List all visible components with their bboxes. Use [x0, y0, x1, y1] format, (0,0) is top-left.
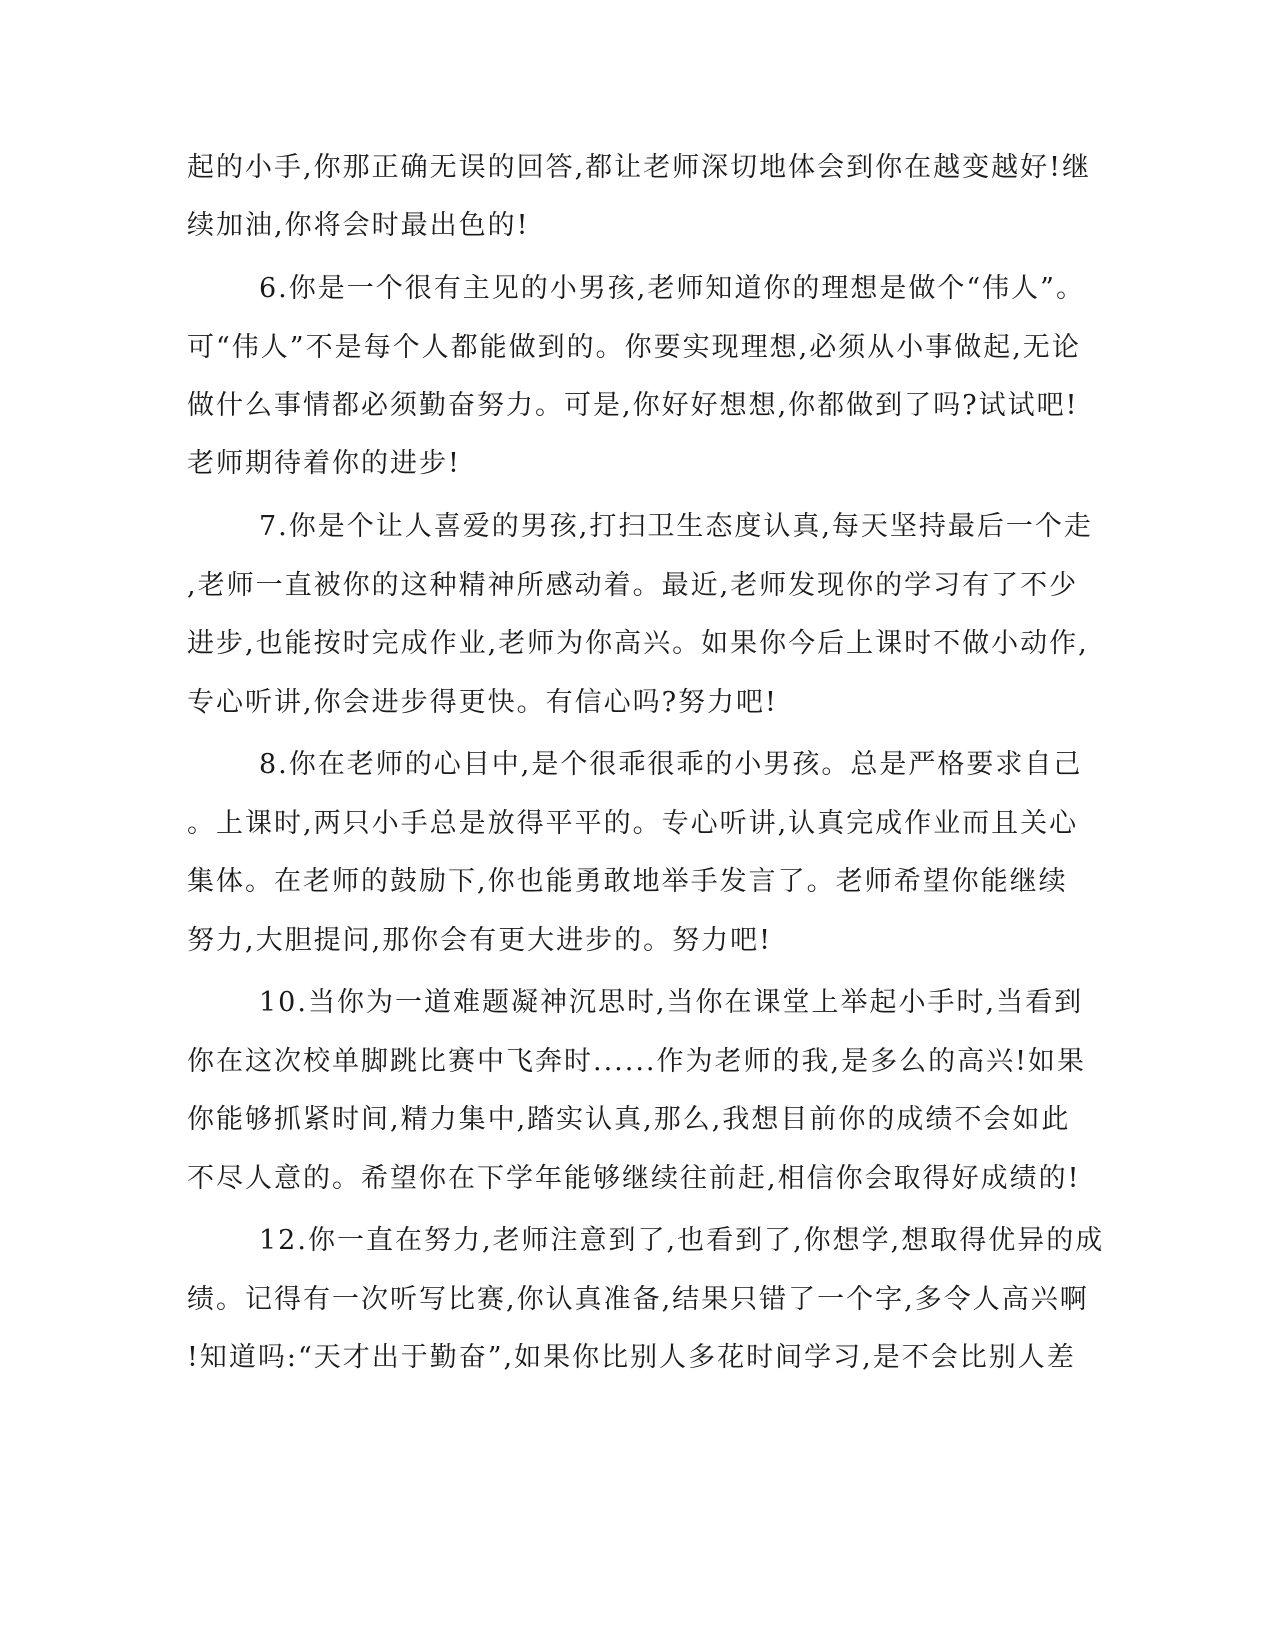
text-line: 你能够抓紧时间,精力集中,踏实认真,那么,我想目前你的成绩不会如此: [187, 1104, 1071, 1135]
text-line: 做什么事情都必须勤奋努力。可是,你好好想想,你都做到了吗?试试吧!: [187, 390, 1079, 421]
text-line: 可“伟人”不是每个人都能做到的。你要实现理想,必须从小事做起,无论: [187, 332, 1081, 363]
paragraph-7-first-line: 7.你是个让人喜爱的男孩,打扫卫生态度认真,每天坚持最后一个走: [259, 511, 1093, 542]
paragraph-10-first-line: 10.当你为一道难题凝神沉思时,当你在课堂上举起小手时,当看到: [259, 987, 1084, 1018]
text-line: 老师期待着你的进步!: [187, 448, 461, 479]
text-line: 专心听讲,你会进步得更快。有信心吗?努力吧!: [187, 687, 778, 718]
text-line: 绩。记得有一次听写比赛,你认真准备,结果只错了一个字,多令人高兴啊: [187, 1284, 1089, 1315]
text-line: 你在这次校单脚跳比赛中飞奔时......作为老师的我,是多么的高兴!如果: [187, 1046, 1086, 1077]
text-line: ,老师一直被你的这种精神所感动着。最近,老师发现你的学习有了不少: [187, 570, 1079, 601]
text-line: 努力,大胆提问,那你会有更大进步的。努力吧!: [187, 925, 773, 956]
paragraph-8-first-line: 8.你在老师的心目中,是个很乖很乖的小男孩。总是严格要求自己: [259, 749, 1083, 780]
text-line: 起的小手,你那正确无误的回答,都让老师深切地体会到你在越变越好!继: [187, 152, 1092, 183]
paragraph-6-first-line: 6.你是一个很有主见的小男孩,老师知道你的理想是做个“伟人”。: [259, 273, 1085, 304]
text-line: 不尽人意的。希望你在下学年能够继续往前赶,相信你会取得好成绩的!: [187, 1163, 1081, 1194]
text-line: 。上课时,两只小手总是放得平平的。专心听讲,认真完成作业而且关心: [187, 808, 1079, 839]
text-line: !知道吗:“天才出于勤奋”,如果你比别人多花时间学习,是不会比别人差: [187, 1342, 1076, 1373]
text-line: 续加油,你将会时最出色的!: [187, 210, 530, 241]
text-line: 集体。在老师的鼓励下,你也能勇敢地举手发言了。老师希望你能继续: [187, 866, 1068, 897]
text-line: 进步,也能按时完成作业,老师为你高兴。如果你今后上课时不做小动作,: [187, 628, 1089, 659]
paragraph-12-first-line: 12.你一直在努力,老师注意到了,也看到了,你想学,想取得优异的成: [259, 1225, 1105, 1256]
